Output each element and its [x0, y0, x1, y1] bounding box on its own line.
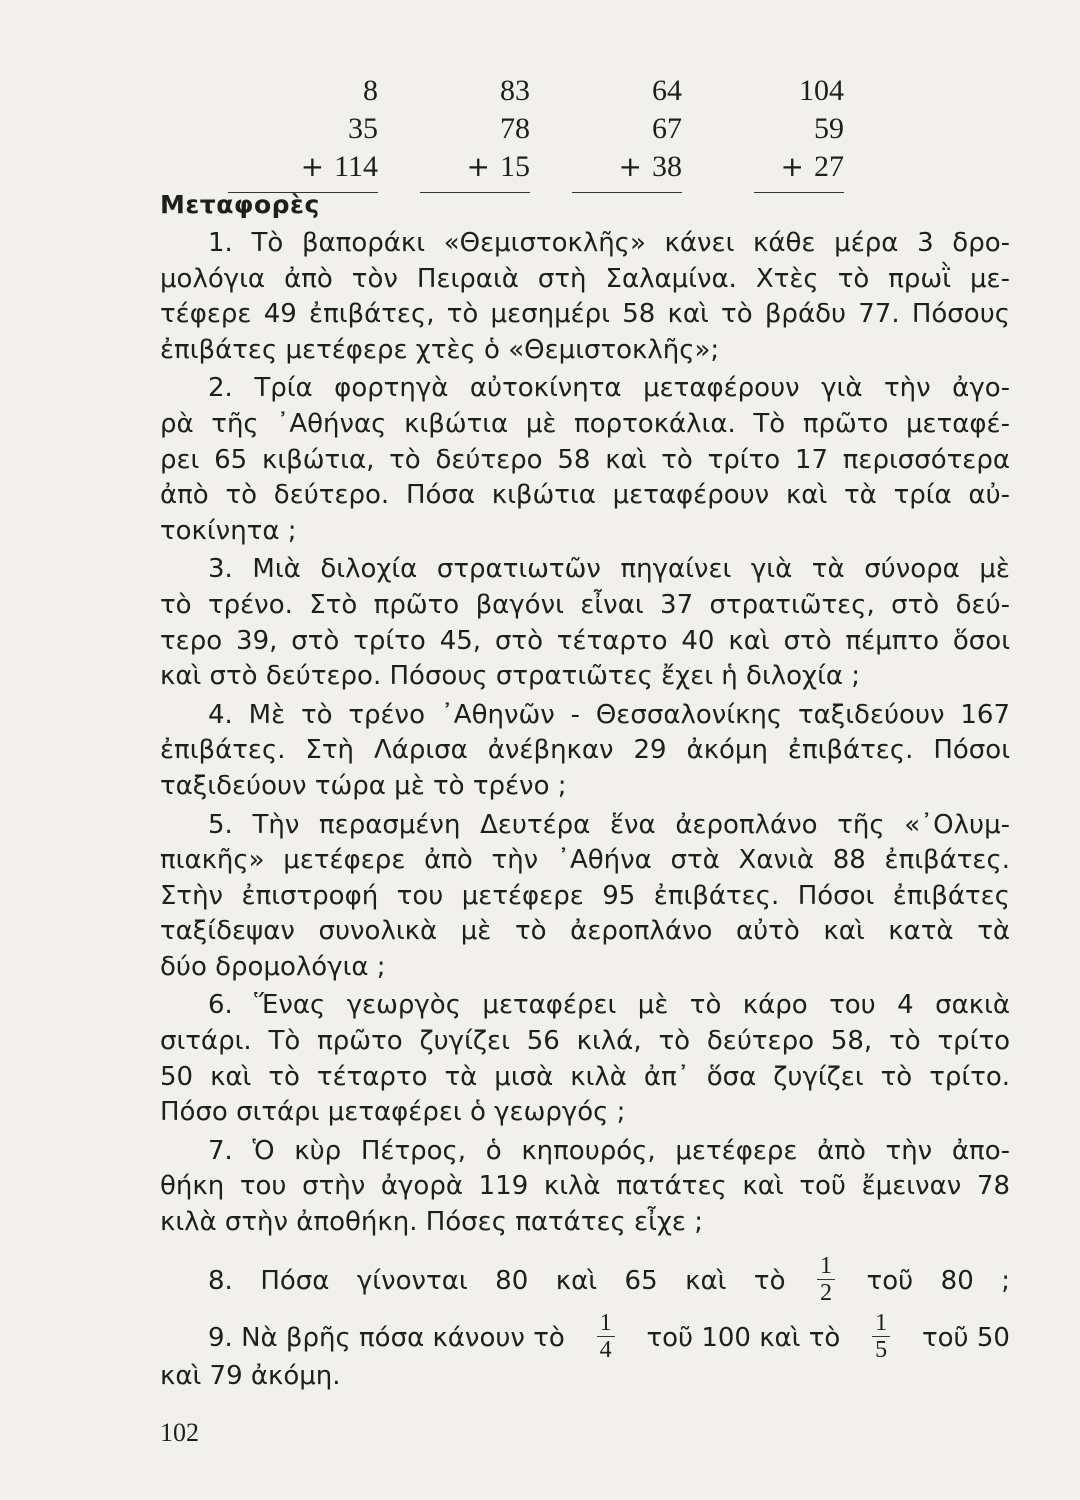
addend: 104 — [799, 74, 844, 107]
text-line: τὸ τρένο. Στὸ πρῶτο βαγόνι εἶναι 37 στρατιῶτες, στὸ δεύ- — [160, 589, 1010, 620]
addend: 59 — [814, 112, 844, 145]
problem-9 — [160, 1309, 1010, 1395]
fraction-one-fifth — [872, 1310, 890, 1363]
text-line: ρὰ τῆς ᾿Αθήνας κιβώτια μὲ πορτοκάλια. Τὸ πρῶτο μεταφέ- — [160, 408, 1010, 439]
text-line: ἀπὸ τὸ δεύτερο. Πόσα κιβώτια μεταφέρουν καὶ τὰ τρία αὐ- — [160, 480, 1010, 511]
text-line: ρει 65 κιβώτια, τὸ δεύτερο 58 καὶ τὸ τρίτο 17 περισσότερα — [160, 444, 1010, 475]
text-segment: 8. Πόσα γίνονται 80 καὶ 65 καὶ τὸ — [208, 1265, 786, 1296]
addend: 78 — [500, 112, 530, 145]
problem-6 — [160, 988, 1010, 1130]
text-line: ταξιδεύουν τώρα μὲ τὸ τρένο ; — [160, 770, 567, 801]
text-line: 1. Τὸ βαποράκι «Θεμιστοκλῆς» κάνει κάθε μέρα 3 δρο- — [208, 228, 1010, 258]
problem-2 — [160, 371, 1010, 549]
fraction-denominator: 2 — [820, 1279, 833, 1306]
problem-5 — [160, 808, 1010, 986]
problem-3 — [160, 552, 1010, 694]
addition-column-2 — [380, 72, 530, 193]
text-line: τερο 39, στὸ τρίτο 45, στὸ τέταρτο 40 καὶ στὸ πέμπτο ὅσοι — [160, 625, 1010, 656]
addend: 15 — [500, 150, 530, 183]
addend: 83 — [500, 74, 530, 107]
text-line: Στὴν ἐπιστροφή του μετέφερε 95 ἐπιβάτες. Πόσοι ἐπιβάτες — [160, 880, 1010, 911]
fraction-numerator: 1 — [817, 1253, 835, 1280]
text-line: 4. Μὲ τὸ τρένο ᾿Αθηνῶν - Θεσσαλονίκης ταξιδεύουν 167 — [208, 699, 1010, 730]
text-line: 7. Ὁ κὺρ Πέτρος, ὁ κηπουρός, μετέφερε ἀπὸ τὴν ἀπο- — [208, 1135, 1010, 1166]
plus-sign: + — [300, 150, 325, 183]
text-line: ἐπιβάτες μετέφερε χτὲς ὁ «Θεμιστοκλῆς»; — [160, 334, 720, 365]
text-segment: τοῦ 100 καὶ τὸ — [646, 1323, 841, 1354]
page-number: 102 — [160, 1418, 199, 1447]
addend: 27 — [814, 150, 844, 183]
text-segment: τοῦ 50 — [922, 1323, 1010, 1354]
text-segment: 9. Νὰ βρῆς πόσα κάνουν τὸ — [208, 1323, 565, 1354]
text-line: καὶ στὸ δεύτερο. Πόσους στρατιῶτες ἔχει ἡ διλοχία ; — [160, 661, 861, 692]
plus-sign: + — [618, 150, 642, 183]
text-line: ἐπιβάτες. Στὴ Λάρισα ἀνέβηκαν 29 ἀκόμη ἐπιβάτες. Πόσοι — [160, 735, 1010, 766]
fraction-numerator: 1 — [597, 1310, 615, 1337]
addend: 8 — [363, 74, 378, 107]
addition-column-1 — [228, 72, 378, 193]
text-line: 5. Τὴν περασμένη Δευτέρα ἕνα ἀεροπλάνο τῆς «᾿Ολυμ- — [208, 809, 1010, 840]
text-line: 6. Ἕνας γεωργὸς μεταφέρει μὲ τὸ κάρο του 4 σακιὰ — [208, 990, 1010, 1021]
problems-list — [160, 226, 1010, 1394]
fraction-numerator: 1 — [872, 1310, 890, 1337]
text-line: καὶ 79 ἀκόμη. — [160, 1360, 341, 1391]
addition-column-4 — [694, 72, 844, 193]
sum-rule — [420, 192, 530, 193]
text-segment: τοῦ 80 ; — [866, 1265, 1011, 1296]
addend: 67 — [652, 112, 682, 145]
addend: 114 — [334, 150, 378, 183]
sum-rule — [572, 192, 682, 193]
text-line: ταξίδεψαν συνολικὰ μὲ τὸ ἀεροπλάνο αὐτὸ καὶ κατὰ τὰ — [160, 916, 1010, 947]
problem-7 — [160, 1134, 1010, 1241]
fraction-one-half — [817, 1253, 835, 1306]
text-line: μολόγια ἀπὸ τὸν Πειραιὰ στὴ Σαλαμίνα. Χτὲς τὸ πρωῒ με- — [160, 263, 1010, 294]
addend: 64 — [652, 74, 682, 107]
text-line: Πόσο σιτάρι μεταφέρει ὁ γεωργός ; — [160, 1097, 626, 1128]
problem-1 — [160, 226, 1010, 368]
addition-column-3 — [532, 72, 682, 193]
text-line: τέφερε 49 ἐπιβάτες, τὸ μεσημέρι 58 καὶ τὸ βράδυ 77. Πόσους — [160, 299, 1010, 330]
text-line: δύο δρομολόγια ; — [160, 951, 386, 982]
text-line: θήκη του στὴν ἀγορὰ 119 κιλὰ πατάτες καὶ τοῦ ἔμειναν 78 — [160, 1171, 1010, 1202]
text-line: κιλὰ στὴν ἀποθήκη. Πόσες πατάτες εἶχε ; — [160, 1207, 704, 1238]
text-line: τοκίνητα ; — [160, 515, 297, 546]
section-heading: Μεταφορὲς — [160, 190, 320, 219]
problem-8 — [160, 1252, 1011, 1308]
addend: 38 — [652, 150, 682, 183]
problem-4 — [160, 698, 1010, 805]
fraction-one-quarter — [597, 1310, 615, 1363]
plus-sign: + — [780, 150, 804, 183]
fraction-denominator: 5 — [875, 1336, 888, 1363]
text-line: σιτάρι. Τὸ πρῶτο ζυγίζει 56 κιλά, τὸ δεύτερο 58, τὸ τρίτο — [160, 1026, 1010, 1057]
sum-rule — [754, 192, 844, 193]
addend: 35 — [348, 112, 378, 145]
text-line: πιακῆς» μετέφερε ἀπὸ τὴν ᾿Αθήνα στὰ Χανιὰ 88 ἐπιβάτες. — [160, 845, 1010, 876]
fraction-denominator: 4 — [599, 1336, 612, 1363]
plus-sign: + — [466, 150, 490, 183]
text-line: 3. Μιὰ διλοχία στρατιωτῶν πηγαίνει γιὰ τὰ σύνορα μὲ — [208, 554, 1010, 585]
text-line: 50 καὶ τὸ τέταρτο τὰ μισὰ κιλὰ ἀπ᾿ ὅσα ζυγίζει τὸ τρίτο. — [160, 1061, 1010, 1092]
text-line: 2. Τρία φορτηγὰ αὐτοκίνητα μεταφέρουν γιὰ τὴν ἀγο- — [208, 373, 1010, 404]
